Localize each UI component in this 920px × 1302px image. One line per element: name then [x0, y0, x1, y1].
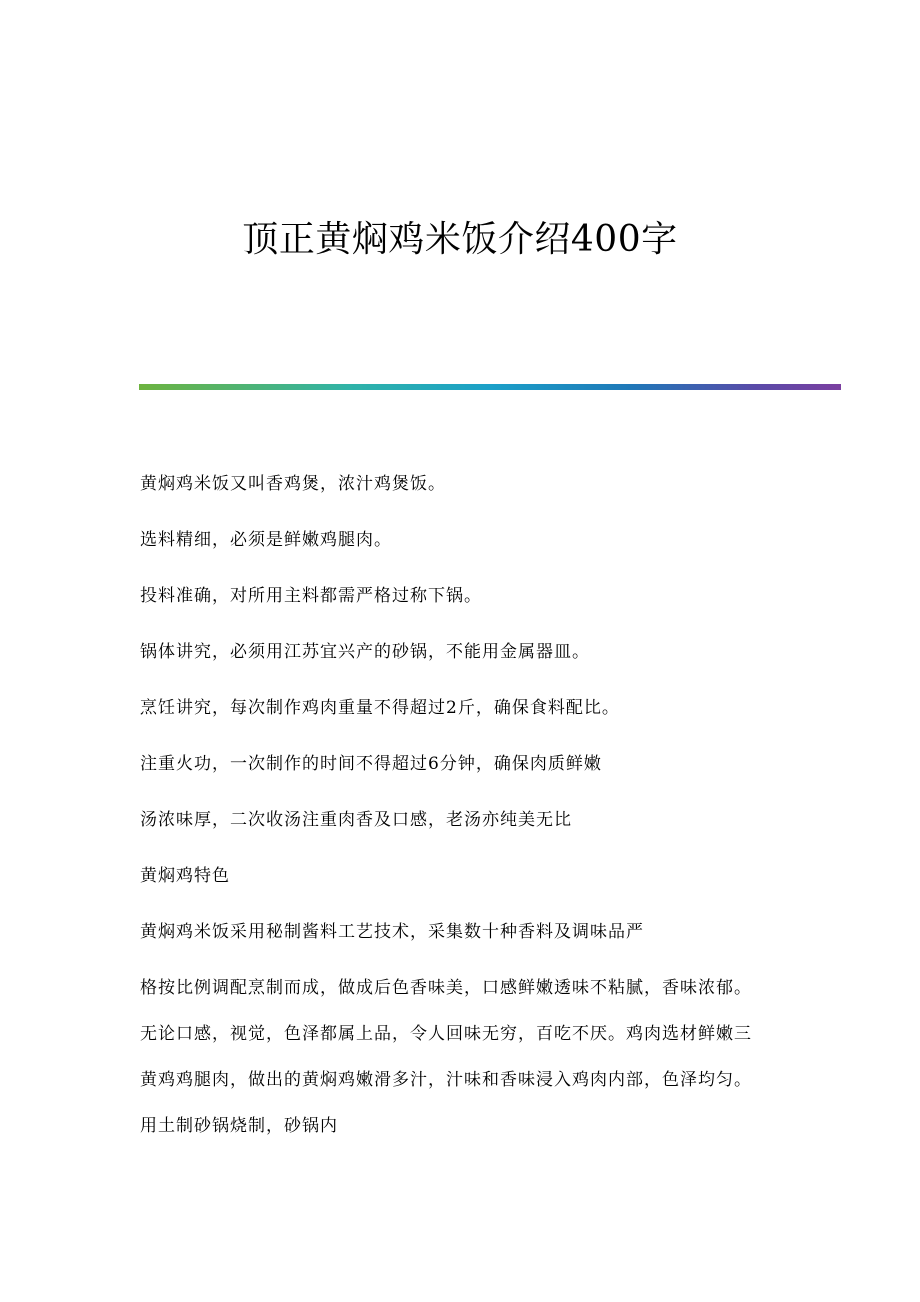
document-body	[140, 470, 840, 1140]
paragraph-8-line-5: 用土制砂锅烧制，砂锅内	[140, 1116, 338, 1136]
paragraph-5: 烹饪讲究，每次制作鸡肉重量不得超过2斤，确保食料配比。	[140, 698, 620, 718]
paragraph-6: 注重火功，一次制作的时间不得超过6分钟，确保肉质鲜嫩	[140, 754, 602, 774]
paragraph-8-line-3: 无论口感，视觉，色泽都属上品，令人回味无穷，百吃不厌。鸡肉选材鲜嫩三	[140, 1024, 752, 1044]
paragraph-8-line-4: 黄鸡鸡腿肉，做出的黄焖鸡嫩滑多汁，汁味和香味浸入鸡肉内部，色泽均匀。	[140, 1070, 752, 1090]
paragraph-4: 锅体讲究，必须用江苏宜兴产的砂锅，不能用金属器皿。	[140, 642, 590, 662]
paragraph-1: 黄焖鸡米饭又叫香鸡煲，浓汁鸡煲饭。	[140, 474, 446, 494]
paragraph-8-line-2: 格按比例调配烹制而成，做成后色香味美，口感鲜嫩透味不粘腻，香味浓郁。	[140, 978, 752, 998]
gradient-divider	[139, 384, 841, 390]
paragraph-8-line-1: 黄焖鸡米饭采用秘制酱料工艺技术，采集数十种香料及调味品严	[140, 922, 644, 942]
paragraph-2: 选料精细，必须是鲜嫩鸡腿肉。	[140, 530, 392, 550]
section-heading: 黄焖鸡特色	[140, 866, 230, 886]
document-title: 顶正黄焖鸡米饭介绍400字	[242, 219, 678, 260]
paragraph-7: 汤浓味厚，二次收汤注重肉香及口感，老汤亦纯美无比	[140, 810, 572, 830]
paragraph-3: 投料准确，对所用主料都需严格过称下锅。	[140, 586, 482, 606]
